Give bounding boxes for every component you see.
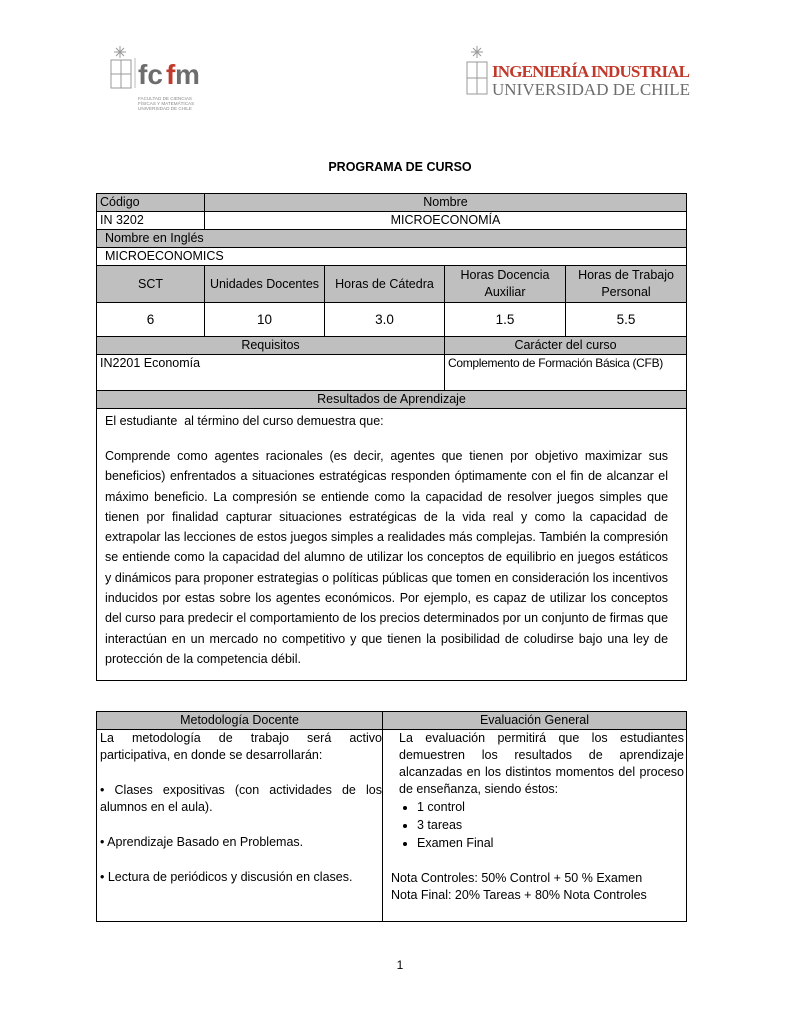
nota-final: Nota Final: 20% Tareas + 80% Nota Controles <box>391 888 647 902</box>
svg-text:FÍSICAS Y MATEMÁTICAS: FÍSICAS Y MATEMÁTICAS <box>138 101 195 106</box>
nombre-value: MICROECONOMÍA <box>205 212 687 230</box>
svg-text:FACULTAD DE CIENCIAS: FACULTAD DE CIENCIAS <box>138 96 192 101</box>
nota-controles: Nota Controles: 50% Control + 50 % Examen <box>391 871 643 885</box>
metodologia-item: Lectura de periódicos y discusión en clases. <box>107 870 353 884</box>
page-title: PROGRAMA DE CURSO <box>328 160 472 174</box>
caracter-value: Complemento de Formación Básica (CFB) <box>445 355 687 391</box>
metodologia-label: Metodología Docente <box>97 712 383 730</box>
evaluacion-intro: La evaluación permitirá que los estudiantes demuestren los resultados de aprendizaje alcanzadas en los distintos momentos del proceso de enseñanza, siendo éstos: <box>399 731 684 796</box>
ingenieria-industrial-logo <box>464 44 694 100</box>
evaluacion-item: • 3 tareas <box>417 816 684 834</box>
horas-personal-value: 5.5 <box>566 303 687 337</box>
evaluacion-label: Evaluación General <box>383 712 687 730</box>
nombre-ingles-value: MICROECONOMICS <box>97 248 687 266</box>
svg-text:m: m <box>175 59 200 90</box>
resultados-label: Resultados de Aprendizaje <box>97 391 687 409</box>
evaluacion-item: • 1 control <box>417 798 684 816</box>
nombre-ingles-label: Nombre en Inglés <box>97 230 687 248</box>
metodologia-evaluacion-table <box>96 711 687 922</box>
sct-value: 6 <box>97 303 205 337</box>
svg-text:UNIVERSIDAD DE CHILE: UNIVERSIDAD DE CHILE <box>138 106 192 111</box>
bullet-icon: • <box>100 835 108 849</box>
bullet-icon: • <box>100 870 108 884</box>
resultados-intro: El estudiante al término del curso demuestra que: <box>105 414 384 428</box>
codigo-label: Código <box>97 194 205 212</box>
evaluacion-item: • Examen Final <box>417 834 684 852</box>
evaluacion-content <box>383 730 687 922</box>
svg-text:f: f <box>166 59 176 90</box>
course-info-table <box>96 193 687 681</box>
resultados-text: Comprende como agentes racionales (es decir, agentes que tienen por objetivo maximizar sus beneficios) enfrentados a situaciones estratégicas responden óptimamente con el fin de alcanzar el máximo beneficio. La compresión se entiende como la capacidad de resolver juegos simples que tienen por finalidad capturar situaciones estratégicas de la vida real y como la capacidad de extrapolar las lecciones de estos juegos simples a realidades más complejas. También la compresión se entiende como la capacidad del alumno de utilizar los conceptos de equilibrio en juegos estáticos y dinámicos para proponer estrategias o políticas públicas que tomen en consideración los incentivos inducidos por estas sobre los agentes económicos. Por ejemplo, es capaz de utilizar los conceptos del curso para predecir el comportamiento de los precios determinados por un conjunto de firmas que interactúan en un mercado no competitivo y que tienen la posibilidad de coludirse bajo una ley de protección de la competencia débil. <box>105 449 669 666</box>
codigo-value: IN 3202 <box>97 212 205 230</box>
horas-personal-header: Horas de Trabajo Personal <box>566 266 687 303</box>
unidades-docentes-value: 10 <box>205 303 325 337</box>
unidades-docentes-header: Unidades Docentes <box>205 266 325 303</box>
fcfm-logo <box>108 44 208 116</box>
requisitos-value: IN2201 Economía <box>97 355 445 391</box>
svg-text:INGENIERÍA INDUSTRIAL: INGENIERÍA INDUSTRIAL <box>492 62 690 81</box>
svg-text:UNIVERSIDAD DE CHILE: UNIVERSIDAD DE CHILE <box>492 80 690 99</box>
horas-auxiliar-value: 1.5 <box>445 303 566 337</box>
horas-auxiliar-header: Horas Docencia Auxiliar <box>445 266 566 303</box>
metodologia-item: Aprendizaje Basado en Problemas. <box>107 835 304 849</box>
sct-header: SCT <box>97 266 205 303</box>
requisitos-label: Requisitos <box>97 337 445 355</box>
page-number: 1 <box>396 958 404 972</box>
resultados-content <box>97 409 687 681</box>
metodologia-intro: La metodología de trabajo será activo participativa, en donde se desarrollarán: <box>100 731 382 762</box>
nombre-label: Nombre <box>205 194 687 212</box>
caracter-label: Carácter del curso <box>445 337 687 355</box>
svg-text:fc: fc <box>138 59 163 90</box>
horas-catedra-value: 3.0 <box>325 303 445 337</box>
horas-catedra-header: Horas de Cátedra <box>325 266 445 303</box>
bullet-icon: • <box>100 783 115 797</box>
metodologia-content <box>97 730 383 922</box>
metodologia-item: Clases expositivas (con actividades de los alumnos en el aula). <box>100 783 382 814</box>
